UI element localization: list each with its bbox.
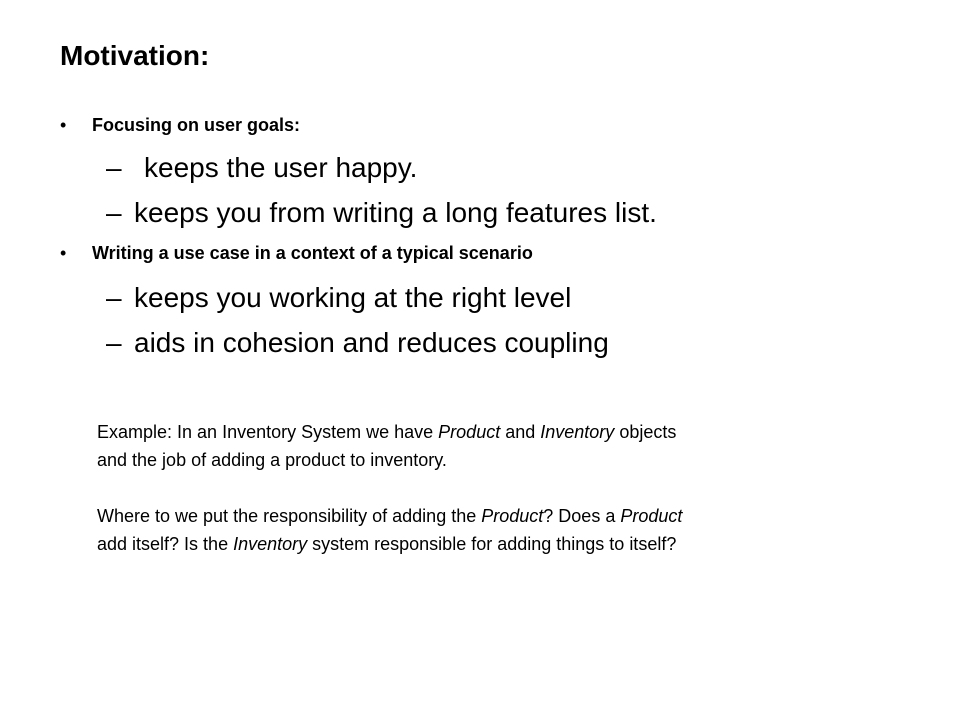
example-textbox bbox=[97, 418, 897, 558]
dash-marker: – bbox=[106, 152, 122, 183]
bullet-marker: • bbox=[60, 115, 67, 135]
text-run: Example: In an Inventory System we have bbox=[97, 422, 439, 442]
example-line bbox=[97, 418, 897, 446]
text-run: and bbox=[500, 422, 541, 442]
text-run: system responsible for adding things to itself? bbox=[307, 534, 677, 554]
italic-term: Product bbox=[620, 506, 683, 526]
sub-item-text: keeps you from writing a long features list. bbox=[134, 197, 657, 228]
bullet-marker: • bbox=[60, 243, 67, 263]
text-run: ? Does a bbox=[543, 506, 621, 526]
text-run: Where to we put the responsibility of adding the bbox=[97, 506, 482, 526]
example-line bbox=[97, 530, 897, 558]
dash-marker: – bbox=[106, 282, 122, 313]
sub-item-text: keeps you working at the right level bbox=[134, 282, 572, 313]
sub-item-text: keeps the user happy. bbox=[144, 152, 418, 183]
italic-term: Inventory bbox=[540, 422, 615, 442]
example-line bbox=[97, 446, 897, 474]
slide-title: Motivation: bbox=[60, 40, 210, 71]
italic-term: Product bbox=[481, 506, 544, 526]
text-run: and the job of adding a product to inventory. bbox=[97, 450, 447, 470]
sub-item-text: aids in cohesion and reduces coupling bbox=[134, 327, 609, 358]
bullet-text: Writing a use case in a context of a typical scenario bbox=[92, 243, 533, 263]
bullet-text: Focusing on user goals: bbox=[92, 115, 301, 135]
example-line bbox=[97, 502, 897, 530]
italic-term: Inventory bbox=[233, 534, 308, 554]
text-run: objects bbox=[614, 422, 677, 442]
dash-marker: – bbox=[106, 197, 122, 228]
italic-term: Product bbox=[438, 422, 501, 442]
text-run: add itself? Is the bbox=[97, 534, 234, 554]
dash-marker: – bbox=[106, 327, 122, 358]
